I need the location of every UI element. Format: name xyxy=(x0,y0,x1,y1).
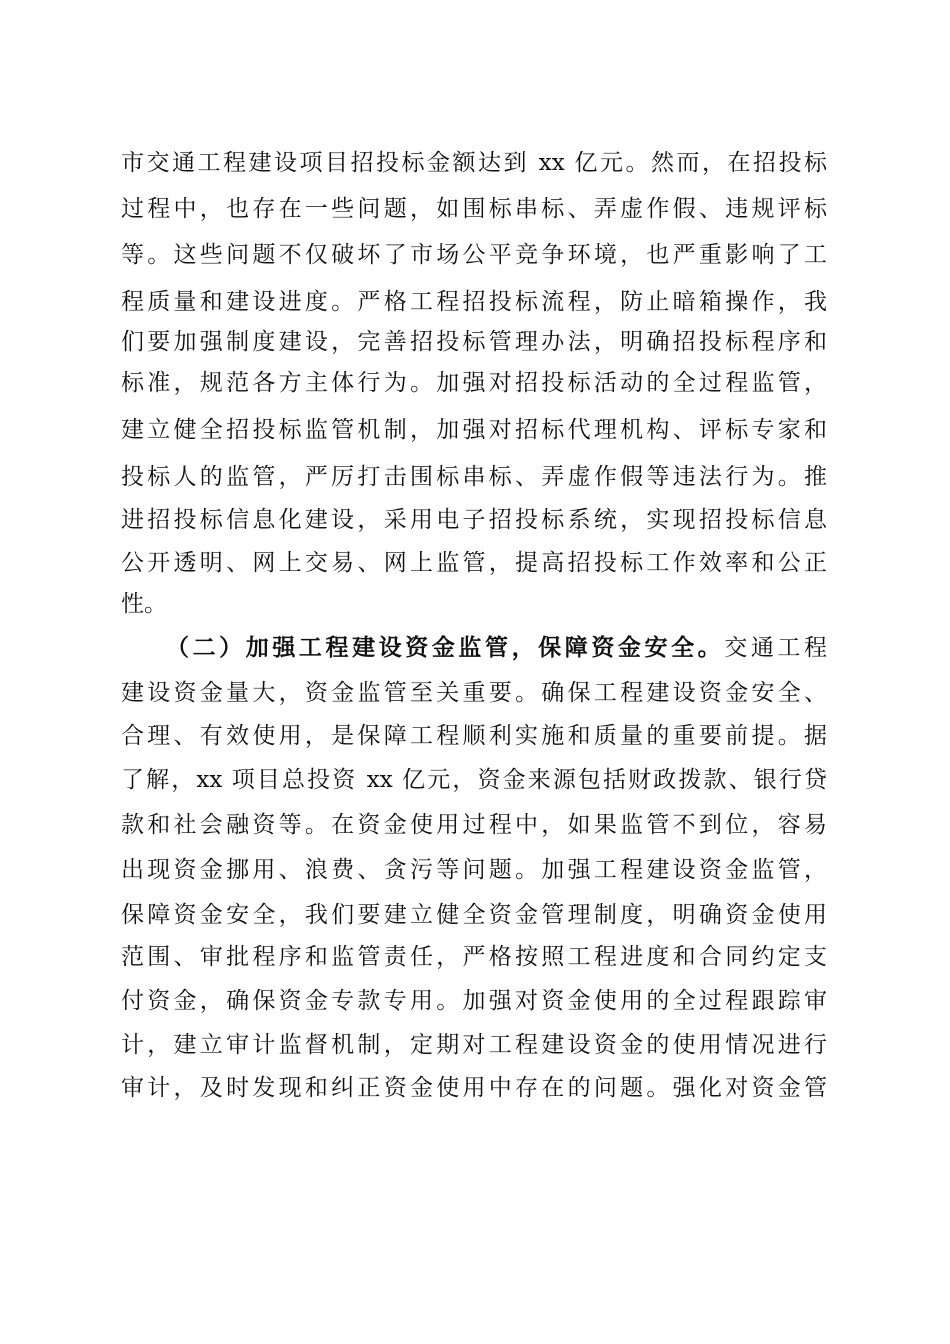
paragraph-line: 投标人的监管，严厉打击围标串标、弄虚作假等违法行为。推 xyxy=(121,464,827,490)
paragraph-line: 保障资金安全，我们要建立健全资金管理制度，明确资金使用 xyxy=(121,902,827,928)
section-heading: （二）加强工程建设资金监管，保障资金安全。 xyxy=(166,634,725,661)
paragraph-line: 等。这些问题不仅破坏了市场公平竞争环境，也严重影响了工 xyxy=(121,242,827,268)
paragraph-line: 合理、有效使用，是保障工程顺利实施和质量的重要前提。据 xyxy=(121,723,827,749)
paragraph-line: 审计，及时发现和纠正资金使用中存在的问题。强化对资金管 xyxy=(121,1075,827,1101)
paragraph-line: 建立健全招投标监管机制，加强对招标代理机构、评标专家和 xyxy=(121,417,827,443)
paragraph-line: 付资金，确保资金专款专用。加强对资金使用的全过程跟踪审 xyxy=(121,988,827,1014)
paragraph-line: 进招投标信息化建设，采用电子招投标系统，实现招投标信息 xyxy=(121,507,827,533)
paragraph-line: 范围、审批程序和监管责任，严格按照工程进度和合同约定支 xyxy=(121,944,827,970)
paragraph-first-line xyxy=(166,628,827,668)
paragraph-line: 市交通工程建设项目招投标金额达到 xx 亿元。然而，在招投标 xyxy=(121,150,827,176)
paragraph-line: 计，建立审计监督机制，定期对工程建设资金的使用情况进行 xyxy=(121,1032,827,1058)
paragraph-line: 建设资金量大，资金监管至关重要。确保工程建设资金安全、 xyxy=(121,680,827,706)
paragraph-line: 过程中，也存在一些问题，如围标串标、弄虚作假、违规评标 xyxy=(121,196,827,222)
paragraph-line-rest: 交通工程 xyxy=(724,635,828,661)
paragraph-line: 出现资金挪用、浪费、贪污等问题。加强工程建设资金监管， xyxy=(121,857,827,883)
paragraph-line: 标准，规范各方主体行为。加强对招投标活动的全过程监管， xyxy=(121,370,827,396)
paragraph-line: 程质量和建设进度。严格工程招投标流程，防止暗箱操作，我 xyxy=(121,289,827,315)
paragraph-line: 性。 xyxy=(121,591,167,617)
paragraph-line: 公开透明、网上交易、网上监管，提高招投标工作效率和公正 xyxy=(121,550,827,576)
paragraph-line: 款和社会融资等。在资金使用过程中，如果监管不到位，容易 xyxy=(121,812,827,838)
paragraph-line: 们要加强制度建设，完善招投标管理办法，明确招投标程序和 xyxy=(121,329,827,355)
paragraph-line: 了解，xx 项目总投资 xx 亿元，资金来源包括财政拨款、银行贷 xyxy=(121,767,827,793)
